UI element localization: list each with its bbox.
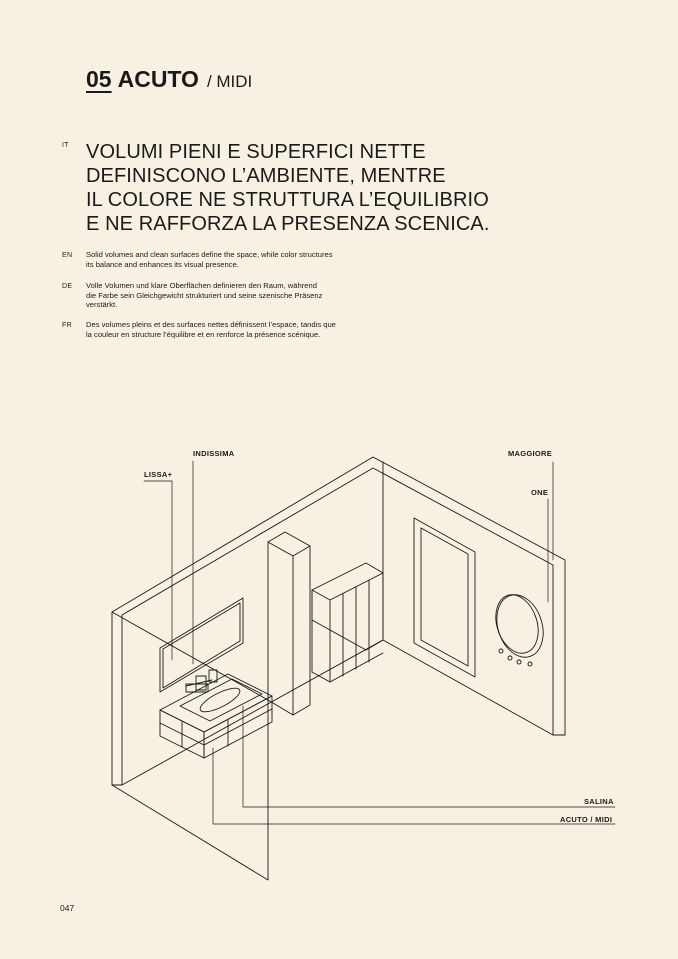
lang-code-it: IT [62, 142, 69, 149]
vanity-unit [160, 670, 272, 758]
lead-line: VOLUMI PIENI E SUPERFICI NETTE [86, 141, 426, 163]
lang-code-fr: FR [62, 322, 72, 329]
lead-line: DEFINISCONO L’AMBIENTE, MENTRE [86, 165, 446, 187]
partition-wall [268, 532, 310, 715]
shower-niche [414, 518, 475, 677]
paragraph-line: die Farbe sein Gleichgewicht strukturiert und seine szenische Präsenz [86, 290, 323, 300]
paragraph-line: verstärkt. [86, 300, 118, 309]
wall-mirror [160, 598, 243, 692]
callout-one: ONE [531, 488, 549, 497]
lang-code-de: DE [62, 283, 73, 290]
section-number: 05 [86, 66, 112, 92]
page-number: 047 [60, 903, 75, 913]
paragraph-line: its balance and enhances its visual presence. [86, 259, 239, 269]
round-mirror [489, 589, 551, 666]
paragraph-line: Solid volumes and clean surfaces define the space, while color structures [86, 250, 333, 259]
callout-salina: SALINA [584, 797, 614, 806]
paragraph-line: la couleur en structure l’équilibre et en renforce la présence scénique. [86, 329, 321, 339]
model-name: ACUTO [117, 66, 199, 92]
room-shell [112, 457, 565, 880]
callout-maggiore: MAGGIORE [508, 449, 553, 458]
lead-line: E NE RAFFORZA LA PRESENZA SCENICA. [86, 213, 490, 235]
callout-indissima: INDISSIMA [193, 449, 235, 458]
callout-lissa: LISSA+ [144, 470, 173, 479]
paragraph-line: Volle Volumen und klare Oberflächen definieren den Raum, während [86, 281, 317, 290]
tall-cabinet [312, 563, 383, 682]
model-variant: / MIDI [206, 72, 253, 91]
lang-code-en: EN [62, 252, 73, 259]
callout-acuto-midi: ACUTO / MIDI [560, 815, 613, 824]
paragraph-line: Des volumes pleins et des surfaces nettes définissent l’espace, tandis que [86, 320, 336, 329]
lead-line: IL COLORE NE STRUTTURA L’EQUILIBRIO [86, 189, 489, 211]
